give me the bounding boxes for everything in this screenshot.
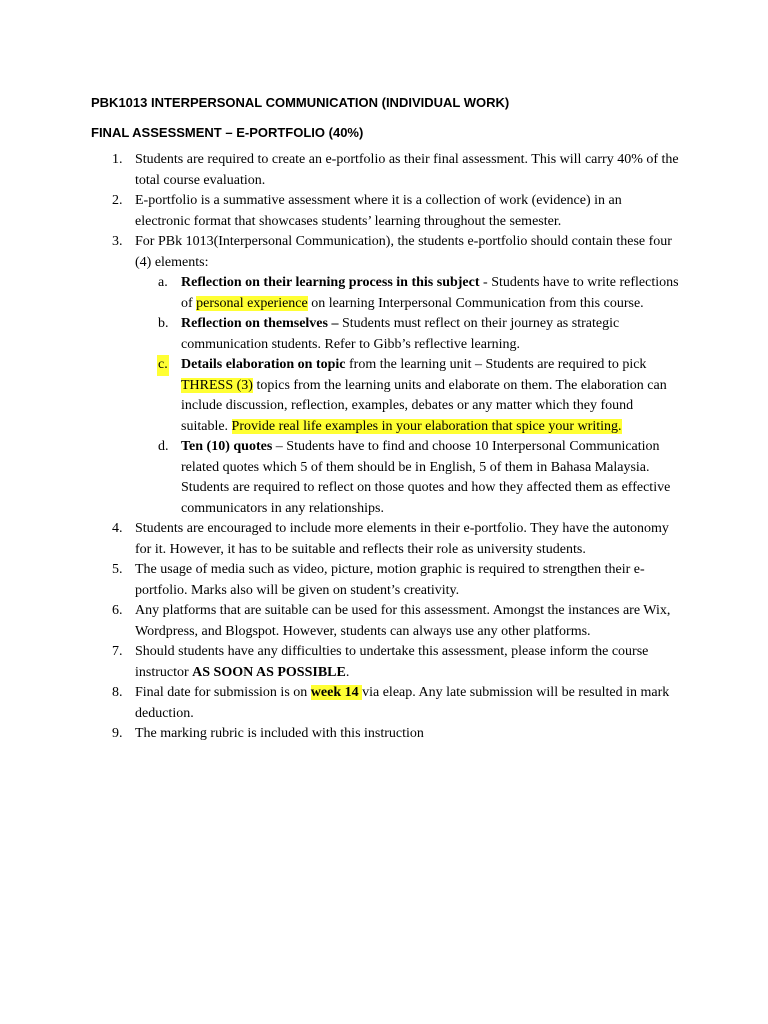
list-item-text: For PBk 1013(Interpersonal Communication), the students e-portfolio should contain these four (4) elements: xyxy=(135,234,672,270)
list-item xyxy=(0,560,680,601)
list-item-text: E-portfolio is a summative assessment where it is a collection of work (evidence) in an electronic format that showcases students’ learning throughout the semester. xyxy=(135,193,622,229)
element-text: Students must reflect on their journey as strategic communication students. Refer to Gibb’s reflective learning. xyxy=(181,316,620,352)
list-item xyxy=(0,601,680,642)
list-item xyxy=(0,683,680,724)
list-item xyxy=(0,232,680,273)
list-item-text: Students are encouraged to include more elements in their e-portfolio. They have the autonomy for it. However, it has to be suitable and reflects their role as university students. xyxy=(135,521,669,557)
instruction-list xyxy=(0,150,768,745)
list-number: 3. xyxy=(112,234,123,249)
element-text: - Students have to write reflections of xyxy=(181,275,679,311)
element-letter: c. xyxy=(157,355,169,376)
element-heading: Details elaboration on topic xyxy=(181,357,346,372)
list-item xyxy=(0,191,680,232)
element-item-d xyxy=(0,437,680,519)
list-item xyxy=(0,642,680,683)
list-number: 1. xyxy=(112,152,123,167)
emphasis-text: AS SOON AS POSSIBLE xyxy=(192,664,346,680)
element-item-a xyxy=(0,273,680,314)
element-text: on learning Interpersonal Communication from this course. xyxy=(307,295,644,311)
list-number: 6. xyxy=(112,603,123,618)
list-number: 8. xyxy=(112,685,123,700)
highlighted-text: personal experience xyxy=(196,295,308,311)
list-number: 4. xyxy=(112,521,123,536)
element-text: from the learning unit – Students are required to pick xyxy=(345,357,647,372)
list-item-text: Students are required to create an e-portfolio as their final assessment. This will carry 40% of the total course evaluation. xyxy=(135,152,679,188)
element-letter: b. xyxy=(158,316,169,331)
element-letter: a. xyxy=(158,275,168,290)
list-item-text: The usage of media such as video, picture, motion graphic is required to strengthen their e-portfolio. Marks also will be given on student’s creativity. xyxy=(135,562,645,598)
element-item-b xyxy=(0,314,680,355)
list-item xyxy=(0,150,680,191)
highlighted-text: Provide real life examples in your elaboration that spice your writing. xyxy=(231,418,622,434)
list-item xyxy=(0,724,680,745)
element-text: – Students have to find and choose 10 Interpersonal Communication related quotes which 5 of them should be in English, 5 of them in Bahasa Malaysia. Students are required to reflect on those quotes and how they affected them as effective communicators in any relationships. xyxy=(181,439,671,516)
list-item xyxy=(0,519,680,560)
element-item-c xyxy=(0,355,680,437)
element-letter: d. xyxy=(158,439,169,454)
list-item-text: via eleap. Any late submission will be resulted in mark deduction. xyxy=(135,685,670,721)
element-heading: Ten (10) quotes xyxy=(181,439,276,454)
element-text: topics from the learning units and elaborate on them. The elaboration can include discussion, reflection, examples, debates or any matter which they found suitable. xyxy=(181,377,667,434)
list-number: 5. xyxy=(112,562,123,577)
list-number: 7. xyxy=(112,644,123,659)
list-item-text: The marking rubric is included with this instruction xyxy=(135,726,424,741)
list-item-text: Final date for submission is on xyxy=(135,685,311,700)
highlighted-deadline: week 14 xyxy=(310,685,363,700)
element-heading: Reflection on their learning process in this subject xyxy=(181,275,480,290)
highlighted-text: THRESS (3) xyxy=(181,377,253,393)
document-title: PBK1013 INTERPERSONAL COMMUNICATION (INDIVIDUAL WORK) xyxy=(91,95,510,110)
list-number: 2. xyxy=(112,193,123,208)
document-subtitle: FINAL ASSESSMENT – E-PORTFOLIO (40%) xyxy=(91,125,364,140)
element-heading: Reflection on themselves – xyxy=(181,316,339,331)
list-item-text: Any platforms that are suitable can be used for this assessment. Amongst the instances are Wix, Wordpress, and Blogspot. However, students can always use any other platforms. xyxy=(135,603,671,639)
list-number: 9. xyxy=(112,726,123,741)
list-item-text: . xyxy=(345,664,350,680)
list-item-text: Should students have any difficulties to undertake this assessment, please inform the course instructor xyxy=(135,644,649,680)
